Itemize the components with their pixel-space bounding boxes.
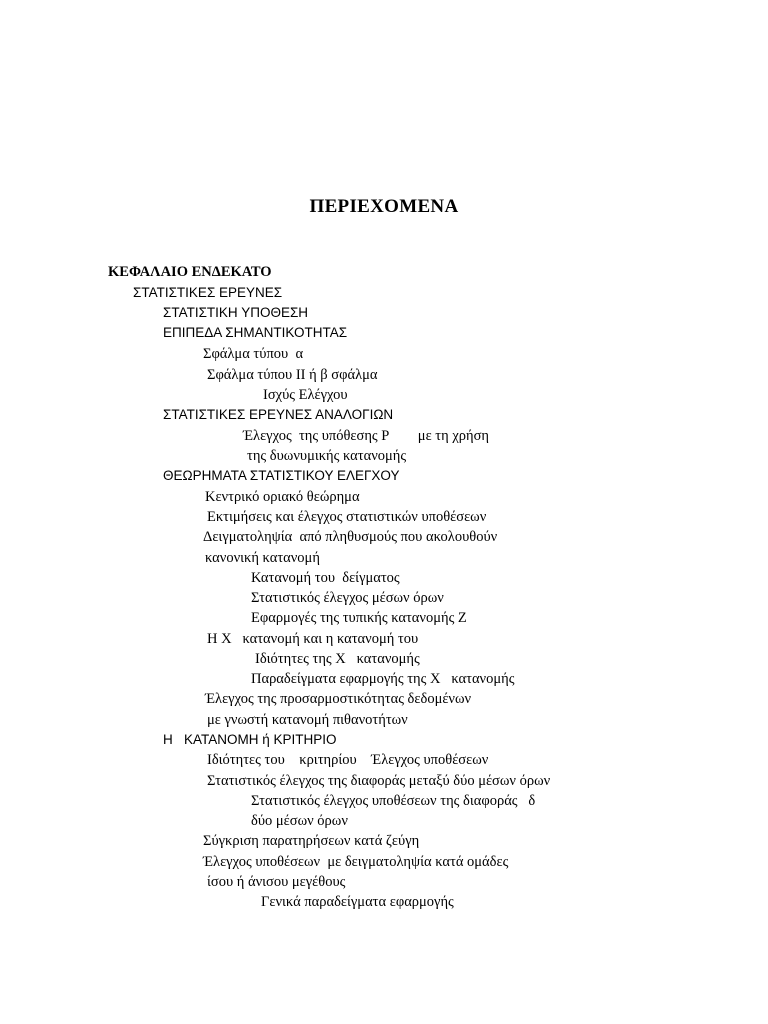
toc-entry: Έλεγχος της υπόθεσης P με τη χρήση (243, 428, 489, 444)
toc-entry: ΘΕΩΡΗΜΑΤΑ ΣΤΑΤΙΣΤΙΚΟΥ ΕΛΕΓΧΟΥ (163, 468, 400, 483)
toc-entry: Έλεγχος υποθέσεων με δειγματοληψία κατά ομάδες (203, 854, 509, 870)
toc-entry: Η Χ κατανομή και η κατανομή του (207, 631, 419, 647)
toc-entry: Γενικά παραδείγματα εφαρμογής (261, 894, 454, 910)
toc-entry: Σφάλμα τύπου α (203, 346, 304, 362)
page-title: ΠΕΡΙΕΧΟΜΕΝΑ (309, 196, 459, 217)
toc-entry: ΣΤΑΤΙΣΤΙΚΕΣ ΕΡΕΥΝΕΣ ΑΝΑΛΟΓΙΩΝ (163, 407, 394, 422)
toc-entry: ΕΠΙΠΕΔΑ ΣΗΜΑΝΤΙΚΟΤΗΤΑΣ (163, 325, 348, 340)
toc-entry: Ισχύς Ελέγχου (263, 387, 348, 403)
toc-entry: Στατιστικός έλεγχος μέσων όρων (251, 590, 444, 606)
toc-entry: δύο μέσων όρων (251, 813, 348, 829)
toc-entry: Έλεγχος της προσαρμοστικότητας δεδομένων (205, 691, 472, 707)
toc-entry: Σύγκριση παρατηρήσεων κατά ζεύγη (203, 833, 420, 849)
toc-entry: Παραδείγματα εφαρμογής της Χ κατανομής (251, 671, 515, 687)
toc-entry: Κεντρικό οριακό θεώρημα (205, 489, 360, 505)
chapter-heading: ΚΕΦΑΛΑΙΟ ΕΝΔΕΚΑΤΟ (108, 264, 272, 280)
toc-entry: Στατιστικός έλεγχος της διαφοράς μεταξύ δύο μέσων όρων (207, 773, 551, 789)
toc-entry: Ιδιότητες του κριτηρίου Έλεγχος υποθέσεων (207, 752, 489, 768)
toc-entry: Ιδιότητες της Χ κατανομής (255, 651, 420, 667)
toc-entry: Κατανομή του δείγματος (251, 570, 400, 586)
toc-entry: Εκτιμήσεις και έλεγχος στατιστικών υποθέσεων (207, 509, 487, 525)
toc-entry: ΣΤΑΤΙΣΤΙΚΕΣ ΕΡΕΥΝΕΣ (133, 285, 283, 300)
toc-entry: Σφάλμα τύπου ΙΙ ή β σφάλμα (207, 367, 378, 383)
toc-entry: Δειγματοληψία από πληθυσμούς που ακολουθούν (203, 529, 498, 545)
toc-entry: ΣΤΑΤΙΣΤΙΚΗ ΥΠΟΘΕΣΗ (163, 305, 309, 320)
toc-entry: ίσου ή άνισου μεγέθους (207, 874, 346, 890)
toc-entry: Η ΚΑΤΑΝΟΜΗ ή ΚΡΙΤΗΡΙΟ (163, 732, 337, 747)
toc-entry: με γνωστή κατανομή πιθανοτήτων (207, 712, 408, 728)
toc-entry: Εφαρμογές της τυπικής κατανομής Z (251, 610, 467, 626)
toc-entry: Στατιστικός έλεγχος υποθέσεων της διαφοράς δ (251, 793, 536, 809)
toc-entry: της δυωνυμικής κατανομής (247, 448, 407, 464)
toc-entry: κανονική κατανομή (205, 550, 320, 566)
